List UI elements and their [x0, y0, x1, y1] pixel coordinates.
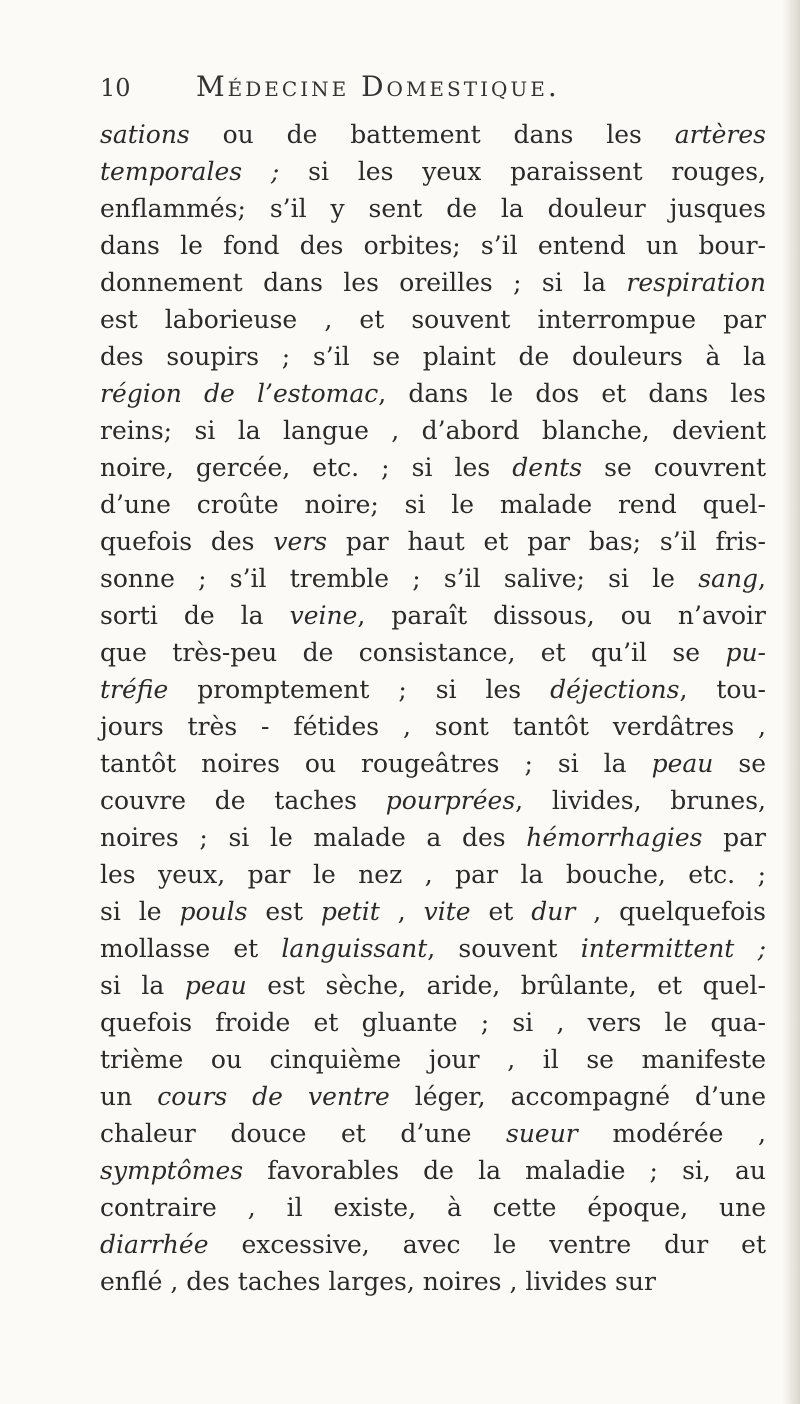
text-line	[100, 819, 766, 856]
text-line	[100, 1115, 766, 1152]
text-line	[100, 597, 766, 634]
text-run: noire, gercée, etc. ; si les	[100, 453, 513, 482]
text-line	[100, 893, 766, 930]
text-line	[100, 671, 766, 708]
italic-term: symptômes	[100, 1156, 244, 1185]
text-run: enflammés; s’il y sent de la douleur jusques	[100, 194, 766, 223]
text-run: chaleur douce et d’une	[100, 1119, 506, 1148]
italic-term: languissant	[281, 934, 428, 963]
text-line	[100, 1041, 766, 1078]
text-run: est	[247, 897, 321, 926]
text-run: noires ; si le malade a des	[100, 823, 527, 852]
text-line	[100, 967, 766, 1004]
text-line	[100, 116, 766, 153]
italic-term: sations	[100, 120, 190, 149]
text-line	[100, 153, 766, 190]
italic-term: pouls	[179, 897, 248, 926]
text-run: couvre de taches	[100, 786, 386, 815]
text-line	[100, 708, 766, 745]
text-line	[100, 412, 766, 449]
running-title: Médecine Domestique.	[196, 70, 560, 103]
italic-term: région de l’estomac	[100, 379, 379, 408]
italic-term: sueur	[505, 1119, 578, 1148]
text-run: enflé , des taches larges, noires , livides sur	[100, 1267, 656, 1296]
italic-term: peau	[184, 971, 247, 1000]
text-line	[100, 1226, 766, 1263]
text-run: si les yeux paraissent rouges,	[279, 157, 767, 186]
text-run: , souvent	[427, 934, 581, 963]
text-run: mollasse et	[100, 934, 282, 963]
italic-term: vers	[273, 527, 328, 556]
text-line	[100, 375, 766, 412]
text-run: par haut et par bas; s’il fris-	[327, 527, 766, 556]
text-run: excessive, avec le ventre dur et	[208, 1230, 766, 1259]
text-run: contraire , il existe, à cette époque, une	[100, 1193, 766, 1222]
italic-term: pu-	[725, 638, 766, 667]
text-run: trième ou cinquième jour , il se manifeste	[100, 1045, 766, 1074]
text-line	[100, 782, 766, 819]
italic-term: artères	[674, 120, 766, 149]
page-number: 10	[100, 74, 131, 102]
text-run: jours très - fétides , sont tantôt verdâtres ,	[100, 712, 766, 741]
text-run: , paraît dissous, ou n’avoir	[357, 601, 766, 630]
text-line	[100, 930, 766, 967]
body-text	[100, 116, 780, 1300]
italic-term: temporales ;	[100, 157, 280, 186]
text-run: ou de battement dans les	[189, 120, 675, 149]
text-run: quefois des	[100, 527, 274, 556]
book-page	[100, 70, 780, 1300]
italic-term: hémorrhagies	[526, 823, 703, 852]
text-line	[100, 1078, 766, 1115]
text-line	[100, 486, 766, 523]
text-line	[100, 190, 766, 227]
text-run: se	[713, 749, 766, 778]
text-run: un	[100, 1082, 158, 1111]
text-run: ,	[758, 564, 766, 593]
text-run: est sèche, aride, brûlante, et quel-	[246, 971, 766, 1000]
text-line	[100, 449, 766, 486]
italic-term: sang	[698, 564, 759, 593]
text-line	[100, 1152, 766, 1189]
text-run: modérée ,	[577, 1119, 766, 1148]
italic-term: respiration	[626, 268, 766, 297]
text-run: , dans le dos et dans les	[378, 379, 766, 408]
text-line	[100, 560, 766, 597]
text-run: si le	[100, 897, 180, 926]
italic-term: dents	[512, 453, 583, 482]
page-edge-shadow	[782, 0, 800, 1404]
text-run: , tou-	[679, 675, 766, 704]
text-run: sonne ; s’il tremble ; s’il salive; si le	[100, 564, 699, 593]
text-line	[100, 1263, 766, 1300]
text-run: léger, accompagné d’une	[389, 1082, 766, 1111]
italic-term: tréfie	[100, 675, 169, 704]
running-head	[100, 70, 780, 114]
italic-term: intermittent ;	[580, 934, 767, 963]
text-run: se couvrent	[582, 453, 766, 482]
text-run: d’une croûte noire; si le malade rend quel-	[100, 490, 766, 519]
text-run: si la	[100, 971, 185, 1000]
text-run: favorables de la maladie ; si, au	[243, 1156, 766, 1185]
italic-term: veine	[289, 601, 358, 630]
italic-term: vite	[423, 897, 471, 926]
text-run: et	[470, 897, 532, 926]
text-run: est laborieuse , et souvent interrompue par	[100, 305, 766, 334]
text-line	[100, 523, 766, 560]
italic-term: dur	[531, 897, 576, 926]
text-run: que très-peu de consistance, et qu’il se	[100, 638, 726, 667]
text-line	[100, 1004, 766, 1041]
text-run: dans le fond des orbites; s’il entend un bour-	[100, 231, 766, 260]
text-line	[100, 338, 766, 375]
italic-term: diarrhée	[100, 1230, 209, 1259]
text-run: quefois froide et gluante ; si , vers le qua-	[100, 1008, 766, 1037]
text-run: reins; si la langue , d’abord blanche, devient	[100, 416, 766, 445]
text-run: , quelquefois	[575, 897, 766, 926]
italic-term: pourprées	[385, 786, 516, 815]
text-line	[100, 745, 766, 782]
text-run: des soupirs ; s’il se plaint de douleurs à la	[100, 342, 766, 371]
text-line	[100, 264, 766, 301]
text-line	[100, 301, 766, 338]
text-run: sorti de la	[100, 601, 290, 630]
italic-term: déjections	[550, 675, 680, 704]
text-run: tantôt noires ou rougeâtres ; si la	[100, 749, 652, 778]
italic-term: peau	[651, 749, 714, 778]
text-run: donnement dans les oreilles ; si la	[100, 268, 627, 297]
text-line	[100, 227, 766, 264]
text-run: , livides, brunes,	[515, 786, 766, 815]
text-line	[100, 856, 766, 893]
text-line	[100, 634, 766, 671]
italic-term: cours de ventre	[157, 1082, 390, 1111]
italic-term: petit	[320, 897, 380, 926]
text-run: ,	[379, 897, 424, 926]
text-run: les yeux, par le nez , par la bouche, etc. ;	[100, 860, 766, 889]
text-run: promptement ; si les	[168, 675, 551, 704]
text-line	[100, 1189, 766, 1226]
text-run: par	[702, 823, 766, 852]
